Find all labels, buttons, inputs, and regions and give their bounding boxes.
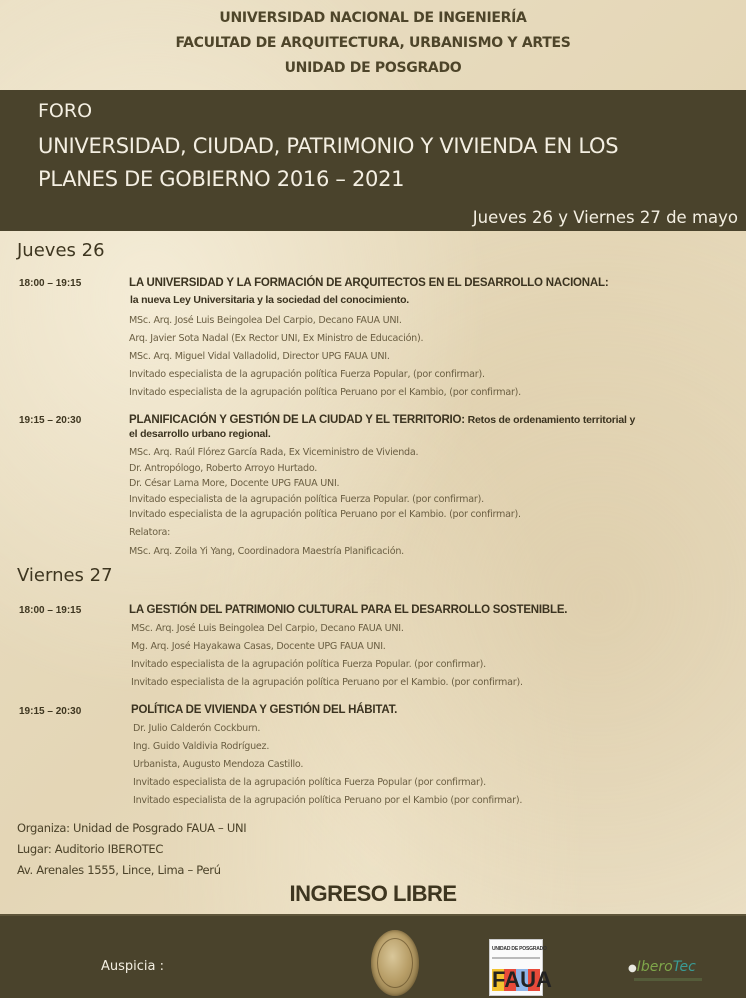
address: Av. Arenales 1555, Lince, Lima – Perú	[17, 863, 221, 877]
seal-ring	[377, 938, 413, 988]
session-time: 18:00 – 19:15	[19, 278, 82, 289]
rapporteur-item: MSc. Arq. Zoila Yi Yang, Coordinadora Maestría Planificación.	[129, 545, 404, 557]
speaker-item: Invitado especialista de la agrupación política Peruano por el Kambio (por confirmar).	[133, 795, 523, 806]
speaker-item: Mg. Arq. José Hayakawa Casas, Docente UPG FAUA UNI.	[131, 641, 386, 652]
session-title-text: LA UNIVERSIDAD Y LA FORMACIÓN DE ARQUITECTOS EN EL DESARROLLO NACIONAL:	[129, 277, 609, 289]
uni-seal-logo	[371, 930, 419, 996]
session-title	[129, 276, 608, 307]
title-band	[0, 90, 746, 231]
session-time: 18:00 – 19:15	[19, 605, 82, 616]
iberotec-logo-text-a: Ibero	[636, 959, 673, 975]
faua-logo-strip	[492, 957, 540, 959]
faua-logo	[489, 939, 552, 996]
event-title-line-2: PLANES DE GOBIERNO 2016 – 2021	[38, 167, 405, 191]
session-title-main: PLANIFICACIÓN Y GESTIÓN DE LA CIUDAD Y EL TERRITORIO:	[129, 414, 465, 426]
session-title-text: LA GESTIÓN DEL PATRIMONIO CULTURAL PARA EL DESARROLLO SOSTENIBLE.	[129, 604, 568, 616]
speaker-item: Invitado especialista de la agrupación política Fuerza Popular, (por confirmar).	[129, 369, 485, 380]
speaker-item: MSc. Arq. José Luis Beingolea Del Carpio, Decano FAUA UNI.	[131, 623, 404, 634]
speaker-item: MSc. Arq. José Luis Beingolea Del Carpio, Decano FAUA UNI.	[129, 315, 402, 326]
rapporteur-label: Relatora:	[129, 526, 171, 538]
speaker-item: Urbanista, Augusto Mendoza Castillo.	[133, 759, 304, 770]
speaker-item: Dr. César Lama More, Docente UPG FAUA UNI.	[129, 478, 340, 489]
speaker-list	[129, 445, 521, 561]
organizer: Organiza: Unidad de Posgrado FAUA – UNI	[17, 821, 247, 835]
speaker-item: Invitado especialista de la agrupación política Fuerza Popular. (por confirmar).	[131, 659, 486, 670]
institution-header	[0, 6, 746, 81]
speaker-list	[131, 620, 523, 692]
venue: Lugar: Auditorio IBEROTEC	[17, 842, 164, 856]
free-entry-banner: INGRESO LIBRE	[289, 881, 457, 906]
iberotec-logo-text-b: Tec	[672, 959, 696, 975]
sponsor-label: Auspicia :	[101, 959, 165, 974]
event-dates: Jueves 26 y Viernes 27 de mayo	[472, 208, 738, 227]
session-title-rest: Retos de ordenamiento territorial y	[464, 414, 636, 426]
faculty-name: FACULTAD DE ARQUITECTURA, URBANISMO Y ARTES	[175, 35, 571, 51]
session-subtitle: el desarrollo urbano regional.	[129, 428, 271, 440]
event-type-label: FORO	[38, 100, 93, 122]
speaker-item: Invitado especialista de la agrupación política Peruano por el Kambio. (por confirmar).	[129, 509, 521, 520]
faua-logo-caption: UNIDAD DE POSGRADO	[492, 946, 547, 952]
university-name: UNIVERSIDAD NACIONAL DE INGENIERÍA	[219, 10, 527, 26]
speaker-item: Arq. Javier Sota Nadal (Ex Rector UNI, Ex Ministro de Educación).	[129, 333, 424, 344]
speaker-item: Dr. Julio Calderón Cockburn.	[133, 723, 261, 734]
session-title-text	[129, 413, 739, 427]
session-title	[131, 703, 397, 717]
session-title	[129, 413, 739, 441]
session-subtitle: la nueva Ley Universitaria y la sociedad del conocimiento.	[130, 294, 410, 306]
sponsor-footer	[0, 914, 746, 998]
day-heading-jueves: Jueves 26	[17, 240, 105, 261]
session-title	[129, 603, 567, 617]
speaker-item: Invitado especialista de la agrupación política Peruano por el Kambio. (por confirmar).	[131, 677, 523, 688]
speaker-item: Invitado especialista de la agrupación política Fuerza Popular. (por confirmar).	[129, 493, 484, 505]
event-info	[17, 818, 246, 881]
session-time: 19:15 – 20:30	[19, 706, 82, 717]
session-title-text: POLÍTICA DE VIVIENDA Y GESTIÓN DEL HÁBITAT.	[131, 704, 398, 716]
iberotec-icon: ●	[628, 963, 637, 974]
speaker-item: Dr. Antropólogo, Roberto Arroyo Hurtado.	[129, 462, 318, 474]
event-title-line-1: UNIVERSIDAD, CIUDAD, PATRIMONIO Y VIVIENDA EN LOS	[38, 134, 619, 158]
faua-logo-letters: FAUA	[492, 967, 552, 992]
speaker-item: MSc. Arq. Miguel Vidal Valladolid, Director UPG FAUA UNI.	[129, 351, 390, 362]
speaker-list	[133, 720, 522, 810]
day-heading-viernes: Viernes 27	[17, 565, 113, 586]
iberotec-logo	[628, 959, 696, 975]
session-time: 19:15 – 20:30	[19, 415, 82, 426]
iberotec-tagline	[634, 978, 702, 981]
speaker-list	[129, 312, 521, 402]
unit-name: UNIDAD DE POSGRADO	[284, 60, 462, 76]
speaker-item: Ing. Guido Valdivia Rodríguez.	[133, 741, 270, 752]
speaker-item: Invitado especialista de la agrupación política Fuerza Popular (por confirmar).	[133, 777, 486, 788]
speaker-item: MSc. Arq. Raúl Flórez García Rada, Ex Viceministro de Vivienda.	[129, 447, 419, 458]
speaker-item: Invitado especialista de la agrupación política Peruano por el Kambio, (por confirmar).	[129, 387, 521, 398]
